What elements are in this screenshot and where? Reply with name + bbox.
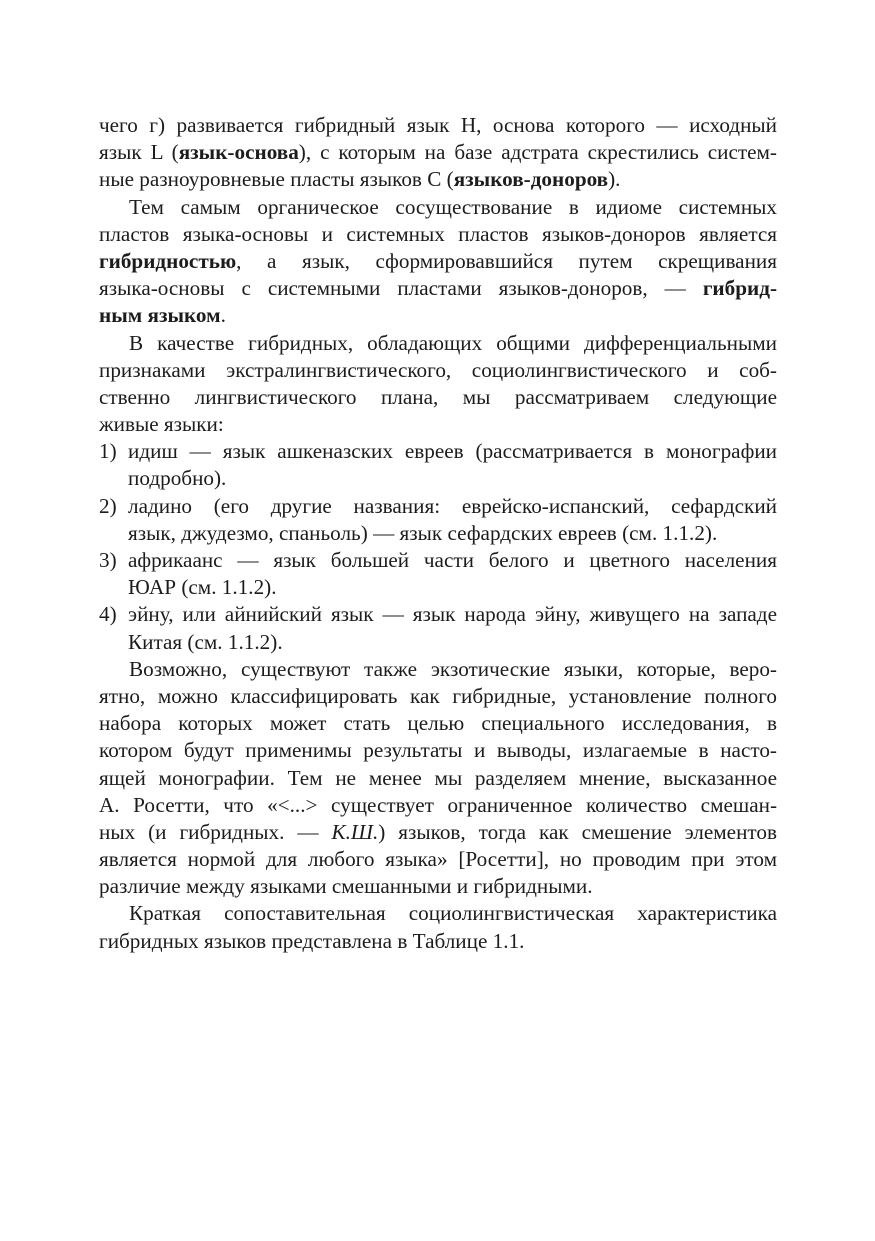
text-line: язык L (язык-основа), с которым на базе адстрата скрестились систем-	[99, 140, 777, 165]
term-bold: язык-основа	[178, 140, 299, 165]
text-line: живые языки:	[99, 412, 224, 437]
text-line: ЮАР (см. 1.1.2).	[128, 575, 277, 600]
term-bold: языков-доноров	[453, 167, 609, 192]
text-line: набора которых может стать целью специального исследования, в	[99, 711, 777, 736]
text-line: различие между языками смешанными и гибридными.	[99, 874, 593, 899]
text-line: чего г) развивается гибридный язык H, основа которого — исходный	[99, 113, 777, 137]
term-bold: ным языком	[99, 303, 221, 328]
text-line: гибридностью, а язык, сформировавшийся путем скрещивания	[99, 248, 777, 273]
text-line: А. Росетти, что «<...> существует ограниченное количество смешан-	[99, 792, 777, 817]
author-initials: К.Ш.	[331, 819, 379, 844]
text-line: пластов языка-основы и системных пластов языков-доноров является	[99, 221, 777, 246]
text-line	[99, 438, 777, 465]
text-line: языка-основы с системными пластами языков-доноров, — гибрид-	[99, 276, 777, 301]
paragraph-2	[99, 194, 777, 330]
text-line: гибридных языков представлена в Таблице 1.1.	[99, 928, 525, 953]
list-item	[99, 438, 777, 492]
list-item	[99, 547, 777, 601]
term-bold: гибридностью	[99, 248, 237, 273]
text-line: ственно лингвистического плана, мы рассматриваем следующие	[99, 384, 777, 409]
text-line: является нормой для любого языка» [Росетти], но проводим при этом	[99, 847, 777, 872]
text-line: котором будут применимы результаты и выводы, излагаемые в насто-	[99, 738, 777, 763]
text-line	[99, 601, 777, 628]
list-item	[99, 601, 777, 655]
text-line: Тем самым органическое сосуществование в идиоме системных	[129, 194, 777, 219]
text-line: В качестве гибридных, обладающих общими дифференциальными	[129, 330, 777, 355]
text-line: ящей монографии. Тем не менее мы разделяем мнение, высказанное	[99, 765, 777, 790]
text-line: Краткая сопоставительная социолингвистическая характеристика	[129, 901, 777, 926]
text-line	[99, 547, 777, 574]
list-item-text: ладино (его другие названия: еврейско-испанский, сефардский	[128, 493, 777, 518]
list-item-text: африкаанс — язык большей части белого и цветного населения	[128, 548, 777, 572]
list-number: 4)	[99, 602, 117, 627]
paragraph-3	[99, 330, 777, 439]
language-list	[99, 438, 777, 656]
list-number: 3)	[99, 548, 117, 572]
text-line: ные разноуровневые пласты языков C (языков-доноров).	[99, 167, 621, 192]
text-line: ных (и гибридных. — К.Ш.) языков, тогда как смешение элементов	[99, 819, 777, 844]
text-line	[99, 493, 777, 520]
list-number: 2)	[99, 493, 117, 518]
text-line: ятно, можно классифицировать как гибридные, установление полного	[99, 683, 777, 708]
text-line: Возможно, существуют также экзотические языки, которые, веро-	[129, 656, 777, 681]
text-line: подробно).	[128, 466, 227, 491]
term-bold: гибрид-	[702, 276, 777, 301]
list-item-text: эйну, или айнийский язык — язык народа эйну, живущего на западе	[128, 602, 777, 627]
page-text	[99, 112, 777, 955]
text-line: признаками экстралингвистического, социолингвистического и соб-	[99, 357, 777, 382]
list-item	[99, 493, 777, 547]
paragraph-5	[99, 900, 777, 954]
list-number: 1)	[99, 439, 117, 464]
text-line: язык, джудезмо, спаньоль) — язык сефардских евреев (см. 1.1.2).	[128, 520, 718, 545]
list-item-text: идиш — язык ашкеназских евреев (рассматривается в монографии	[128, 439, 777, 464]
paragraph-4	[99, 656, 777, 901]
text-line: ным языком.	[99, 303, 226, 328]
text-line: Китая (см. 1.1.2).	[128, 629, 283, 654]
paragraph-1	[99, 112, 777, 194]
